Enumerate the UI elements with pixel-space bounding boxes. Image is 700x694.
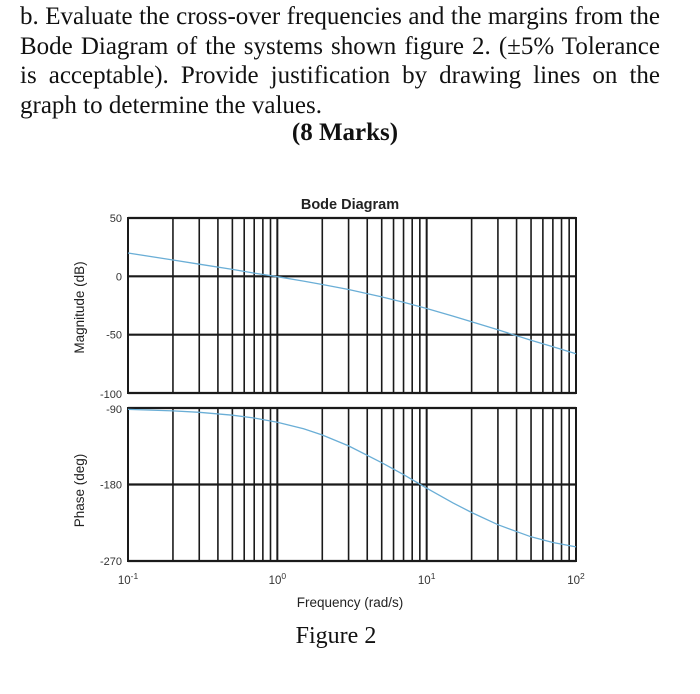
magnitude-curve bbox=[128, 253, 576, 354]
phase-curve bbox=[128, 409, 576, 547]
x-tick-label: $10^2$ bbox=[567, 571, 585, 587]
magnitude-tick-label: -100 bbox=[99, 389, 122, 401]
magnitude-frame bbox=[128, 218, 576, 393]
phase-tick-label: -90 bbox=[106, 404, 122, 416]
x-tick-label: $10^{-1}$ bbox=[117, 571, 139, 587]
magnitude-tick-label: -50 bbox=[106, 329, 122, 342]
phase-tick-label: -180 bbox=[99, 479, 122, 492]
x-tick-label: $10^1$ bbox=[417, 571, 436, 587]
x-tick-label: $10^0$ bbox=[268, 571, 287, 587]
magnitude-tick-label: 0 bbox=[115, 271, 122, 284]
phase-axis-label: Phase (deg) bbox=[72, 453, 87, 528]
plot-frames bbox=[128, 218, 576, 561]
question-body: b. Evaluate the cross-over frequencies and the margins from the Bode Diagram of the systems shown figure 2. (±5% Tolerance is acceptable). Provide justification by drawing lines on the graph to determine the values. bbox=[20, 3, 660, 119]
curves bbox=[128, 253, 576, 547]
marks-label: (8 Marks) bbox=[291, 119, 399, 146]
phase-tick-label: -270 bbox=[99, 556, 122, 568]
x-axis-label: Frequency (rad/s) bbox=[296, 595, 404, 610]
magnitude-axis-label: Magnitude (dB) bbox=[72, 261, 87, 354]
magnitude-tick-label: 50 bbox=[109, 213, 122, 225]
figure-caption: Figure 2 bbox=[295, 623, 377, 649]
magnitude-grid bbox=[128, 218, 576, 393]
phase-grid bbox=[128, 408, 576, 561]
axis-labels bbox=[72, 197, 585, 610]
chart-title: Bode Diagram bbox=[300, 197, 400, 213]
